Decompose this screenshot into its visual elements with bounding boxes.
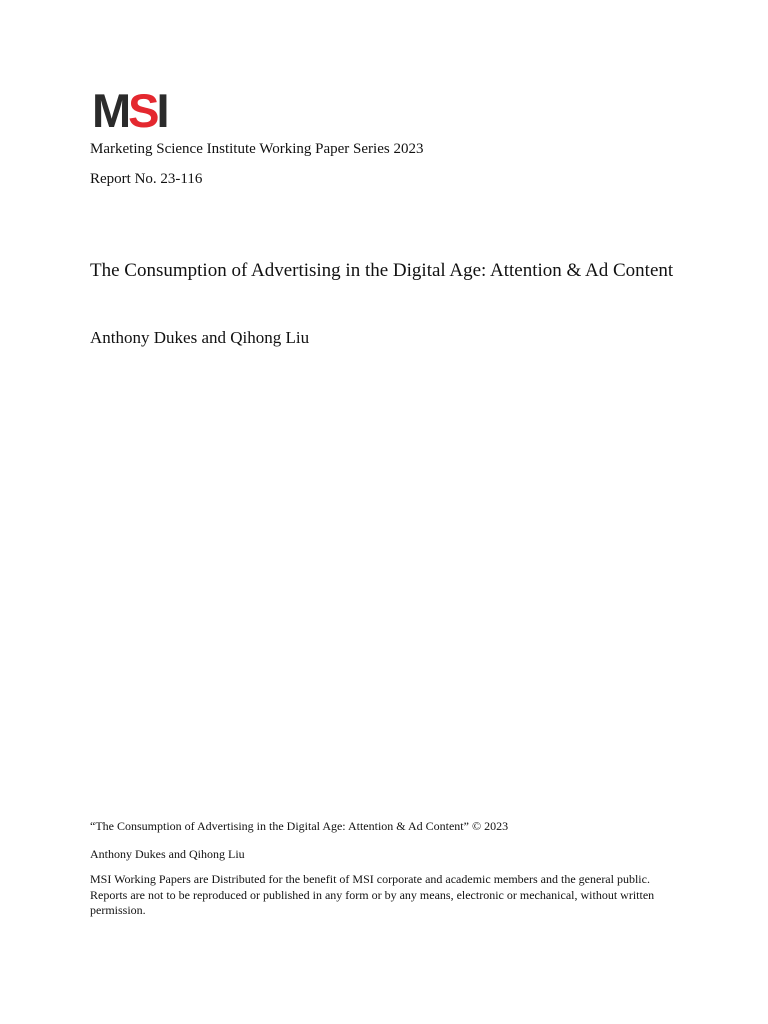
msi-logo: [92, 84, 167, 137]
footer: [90, 819, 690, 919]
paper-authors: Anthony Dukes and Qihong Liu: [90, 328, 310, 347]
footer-notice: MSI Working Papers are Distributed for the benefit of MSI corporate and academic members and the general public. Reports are not to be reproduced or published in any form or by any means, electronic or mechanical, without written permission.: [90, 872, 655, 917]
report-number: Report No. 23-116: [90, 171, 203, 187]
paper-title: The Consumption of Advertising in the Digital Age: Attention & Ad Content: [90, 260, 674, 281]
logo-letter-m: M: [92, 84, 129, 137]
working-paper-series: Marketing Science Institute Working Paper Series 2023: [90, 141, 424, 157]
logo-letter-s: S: [128, 84, 157, 137]
footer-authors: Anthony Dukes and Qihong Liu: [90, 846, 245, 861]
logo-letter-i: I: [156, 84, 167, 137]
footer-copyright-line: “The Consumption of Advertising in the Digital Age: Attention & Ad Content” © 2023: [90, 819, 509, 833]
